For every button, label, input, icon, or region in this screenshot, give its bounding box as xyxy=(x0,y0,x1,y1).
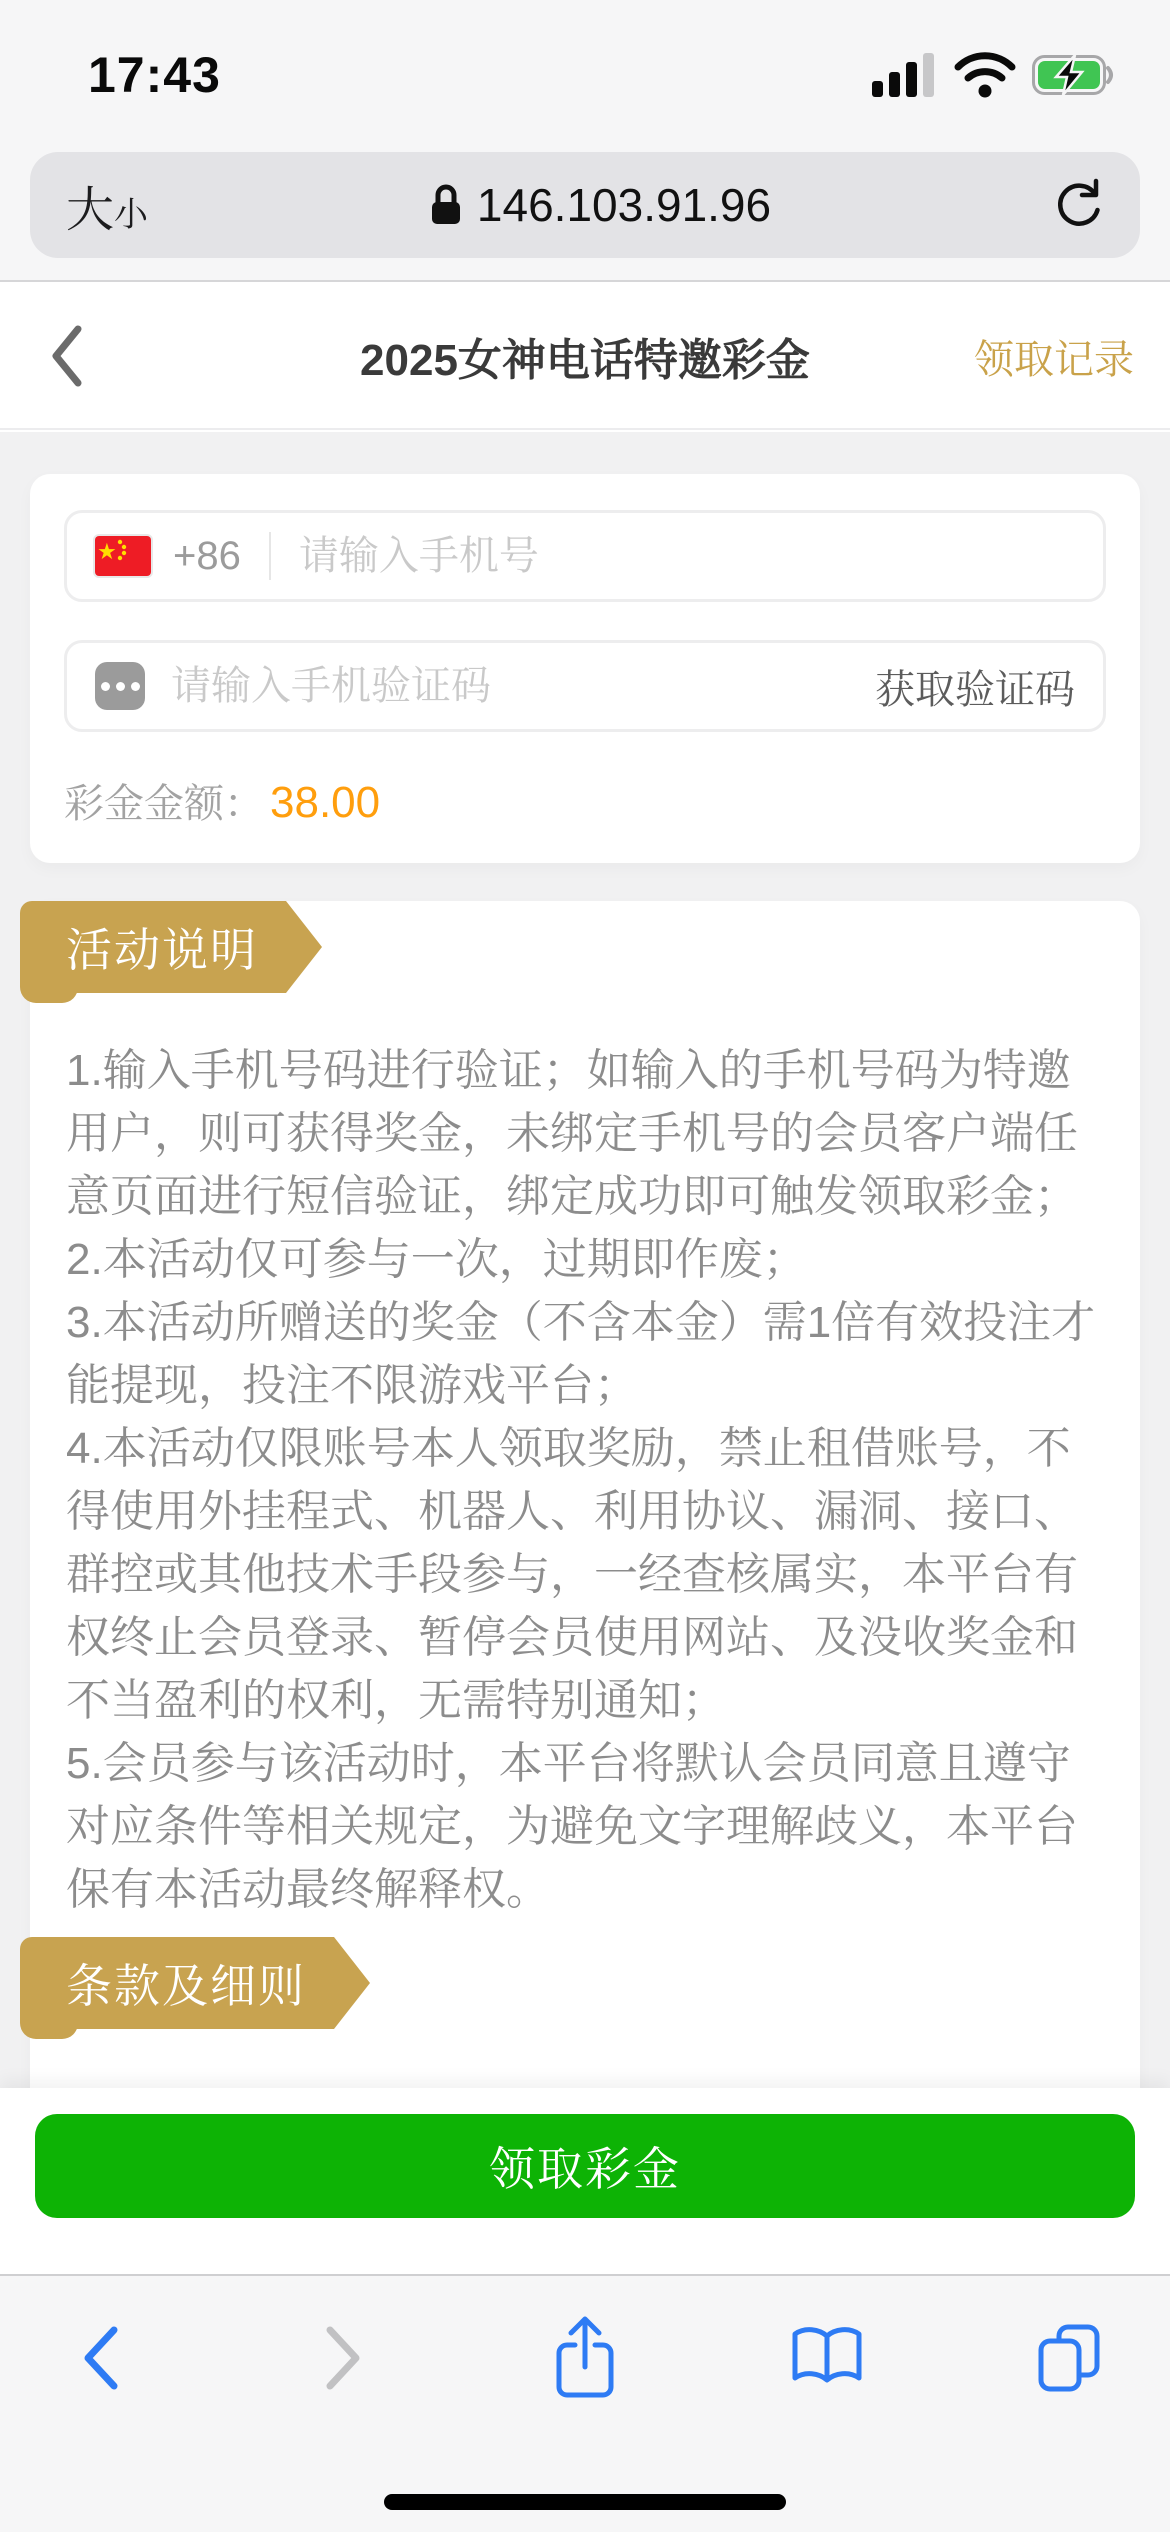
url-field[interactable] xyxy=(148,178,1052,232)
code-input-box xyxy=(64,640,1106,732)
verification-code-input[interactable] xyxy=(171,664,875,709)
clock-label: 17:43 xyxy=(88,47,221,103)
section-activity xyxy=(20,901,1140,993)
bonus-amount-label: 彩金金额： xyxy=(64,782,264,826)
battery-charging-icon xyxy=(1032,55,1114,95)
text-size-small-label: 小 xyxy=(114,195,149,234)
tabs-icon xyxy=(1035,2323,1103,2393)
reload-icon xyxy=(1052,177,1104,233)
phone-input[interactable] xyxy=(299,534,1075,579)
terms-ribbon: 条款及细则 xyxy=(20,1937,334,2029)
text-size-large-label: 大 xyxy=(66,183,115,237)
bottom-action-bar xyxy=(0,2088,1170,2274)
phone-form-card xyxy=(30,474,1140,863)
bonus-amount-row xyxy=(64,772,1106,829)
phone-input-box xyxy=(64,510,1106,602)
page-header xyxy=(0,284,1170,430)
chevron-left-icon xyxy=(80,2324,122,2392)
rules-card xyxy=(30,901,1140,2249)
toolbar-back-button[interactable] xyxy=(56,2310,146,2406)
rule-paragraph: 2.本活动仅可参与一次，过期即作废； xyxy=(66,1235,807,1284)
claim-records-link[interactable]: 领取记录 xyxy=(974,337,1134,382)
lock-icon xyxy=(429,183,463,227)
share-icon xyxy=(553,2315,617,2401)
verification-code-icon xyxy=(95,662,145,710)
chevron-right-icon xyxy=(322,2324,364,2392)
country-code-label: +86 xyxy=(173,533,241,578)
page-title: 2025女神电话特邀彩金 xyxy=(360,336,810,385)
book-icon xyxy=(789,2326,865,2390)
activity-ribbon: 活动说明 xyxy=(20,901,286,993)
rule-paragraph: 5.会员参与该活动时，本平台将默认会员同意且遵守对应条件等相关规定，为避免文字理解歧义，本平台保有本活动最终解释权。 xyxy=(66,1739,1078,1914)
claim-bonus-button[interactable]: 领取彩金 xyxy=(35,2114,1135,2218)
toolbar-forward-button[interactable] xyxy=(298,2310,388,2406)
cellular-signal-icon xyxy=(872,53,938,97)
divider xyxy=(269,532,271,580)
rules-text xyxy=(30,993,1140,1921)
safari-top-chrome xyxy=(0,0,1170,282)
section-terms xyxy=(20,1937,1140,2029)
toolbar-buttons xyxy=(0,2276,1170,2406)
share-button[interactable] xyxy=(540,2310,630,2406)
status-icons xyxy=(872,52,1114,98)
text-size-control[interactable] xyxy=(66,171,148,240)
wifi-icon xyxy=(954,52,1016,98)
bookmarks-button[interactable] xyxy=(782,2310,872,2406)
rule-paragraph: 3.本活动所赠送的奖金（不含本金）需1倍有效投注才能提现，投注不限游戏平台； xyxy=(66,1298,1096,1410)
get-code-button[interactable]: 获取验证码 xyxy=(875,658,1075,715)
url-bar[interactable] xyxy=(30,152,1140,258)
china-flag-icon xyxy=(95,536,151,576)
bonus-amount-value: 38.00 xyxy=(270,778,381,827)
reload-button[interactable] xyxy=(1052,177,1104,233)
safari-toolbar xyxy=(0,2274,1170,2532)
url-text: 146.103.91.96 xyxy=(476,179,772,231)
status-bar xyxy=(0,30,1170,120)
rule-paragraph: 4.本活动仅限账号本人领取奖励，禁止租借账号，不得使用外挂程式、机器人、利用协议、漏洞、接口、群控或其他技术手段参与，一经查核属实，本平台有权终止会员登录、暂停会员使用网站、及没收奖金和不当盈利的权利，无需特别通知； xyxy=(66,1424,1078,1725)
tabs-button[interactable] xyxy=(1024,2310,1114,2406)
rule-paragraph: 1.输入手机号码进行验证；如输入的手机号码为特邀用户，则可获得奖金，未绑定手机号的会员客户端任意页面进行短信验证，绑定成功即可触发领取彩金； xyxy=(66,1046,1078,1221)
home-indicator[interactable] xyxy=(384,2494,786,2510)
